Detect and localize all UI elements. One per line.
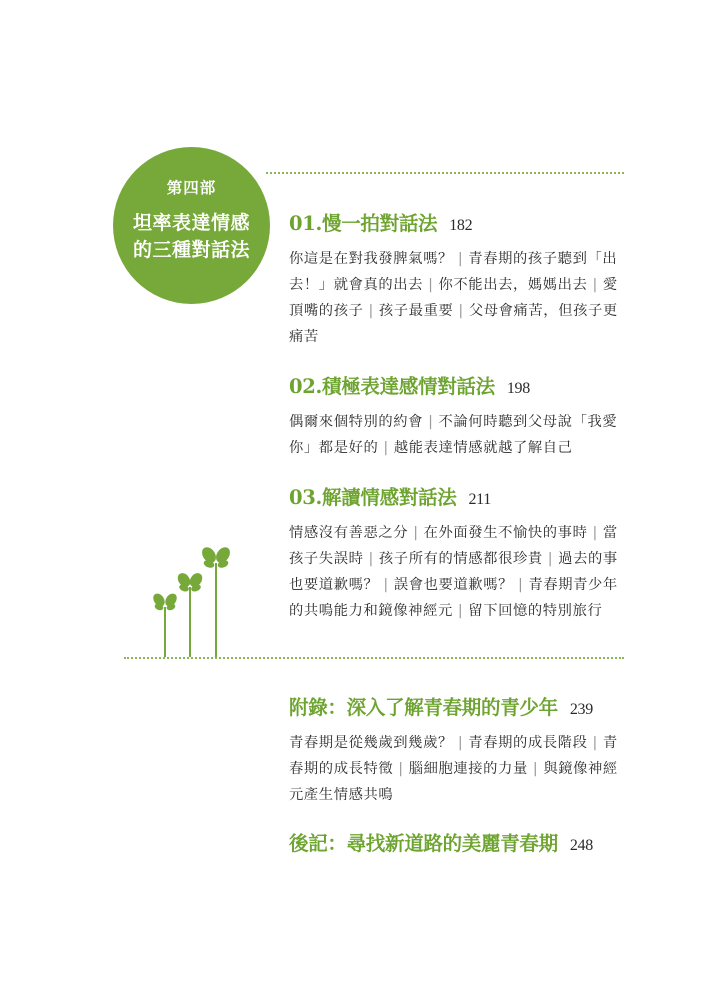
separator: | (547, 551, 554, 567)
separator: | (458, 303, 464, 319)
summary-line: 痛苦 (289, 329, 319, 345)
page-number: 239 (569, 701, 593, 718)
part-title (113, 210, 270, 264)
summary-line: 青春期是從幾歲到幾歲？ | 青春期的成長階段 | 青 (289, 735, 618, 751)
separator: | (518, 577, 524, 593)
separator: | (592, 277, 598, 293)
part-title-line: 的三種對話法 (132, 239, 250, 261)
summary-line: 春期的成長特徵 | 腦細胞連接的力量 | 與鏡像神經 (289, 761, 618, 777)
toc-entry (289, 828, 629, 856)
chapter-title-text: 01.慢一拍對話法 (289, 212, 438, 235)
separator: | (383, 577, 389, 593)
separator: | (383, 440, 389, 456)
chapter-title (289, 208, 629, 236)
chapter-title (289, 692, 629, 720)
toc-entry (289, 692, 629, 808)
separator: | (368, 551, 374, 567)
chapter-title-text: 03.解讀情感對話法 (289, 486, 457, 509)
page-number: 248 (569, 837, 593, 854)
part-badge (113, 147, 270, 304)
page-number: 198 (506, 380, 530, 397)
chapter-title (289, 828, 629, 856)
dotted-divider (266, 172, 624, 174)
separator: | (592, 525, 598, 541)
summary-line: 也要道歉嗎？ | 誤會也要道歉嗎？ | 青春期青少年 (289, 577, 618, 593)
toc-entry (289, 371, 629, 461)
chapter-title-text: 02.積極表達感情對話法 (289, 375, 495, 398)
summary-line: 的共鳴能力和鏡像神經元 | 留下回憶的特別旅行 (289, 603, 603, 619)
separator: | (368, 303, 374, 319)
separator: | (532, 761, 539, 777)
summary-line: 孩子失誤時 | 孩子所有的情感都很珍貴 | 過去的事 (289, 551, 618, 567)
separator: | (592, 735, 598, 751)
summary-line: 偶爾來個特別的約會 | 不論何時聽到父母說「我愛 (289, 414, 618, 430)
sprouts-illustration (150, 545, 230, 657)
chapter-title (289, 482, 629, 510)
page-number: 211 (468, 491, 491, 508)
separator: | (457, 603, 464, 619)
separator: | (457, 251, 464, 267)
separator: | (398, 761, 404, 777)
separator: | (457, 735, 464, 751)
part-title-line: 坦率表達情感 (132, 212, 250, 234)
separator: | (428, 277, 434, 293)
separator: | (413, 525, 419, 541)
toc-entry (289, 208, 629, 350)
chapter-summary (289, 409, 629, 461)
chapter-title (289, 371, 629, 399)
chapter-summary (289, 246, 629, 350)
summary-line: 頂嘴的孩子 | 孩子最重要 | 父母會痛苦，但孩子更 (289, 303, 618, 319)
summary-line: 你這是在對我發脾氣嗎？ | 青春期的孩子聽到「出 (289, 251, 618, 267)
toc-entry (289, 482, 629, 624)
dotted-divider (124, 657, 624, 659)
chapter-title-text: 後記：尋找新道路的美麗青春期 (289, 832, 558, 855)
chapter-summary (289, 730, 629, 808)
separator: | (428, 414, 434, 430)
summary-line: 情感沒有善惡之分 | 在外面發生不愉快的事時 | 當 (289, 525, 618, 541)
summary-line: 去！」就會真的出去 | 你不能出去，媽媽出去 | 愛 (289, 277, 618, 293)
summary-line: 你」都是好的 | 越能表達情感就越了解自己 (289, 440, 573, 456)
part-label: 第四部 (166, 179, 217, 197)
chapter-summary (289, 520, 629, 624)
summary-line: 元產生情感共鳴 (289, 787, 394, 803)
page-number: 182 (449, 217, 473, 234)
chapter-title-text: 附錄：深入了解青春期的青少年 (289, 696, 558, 719)
